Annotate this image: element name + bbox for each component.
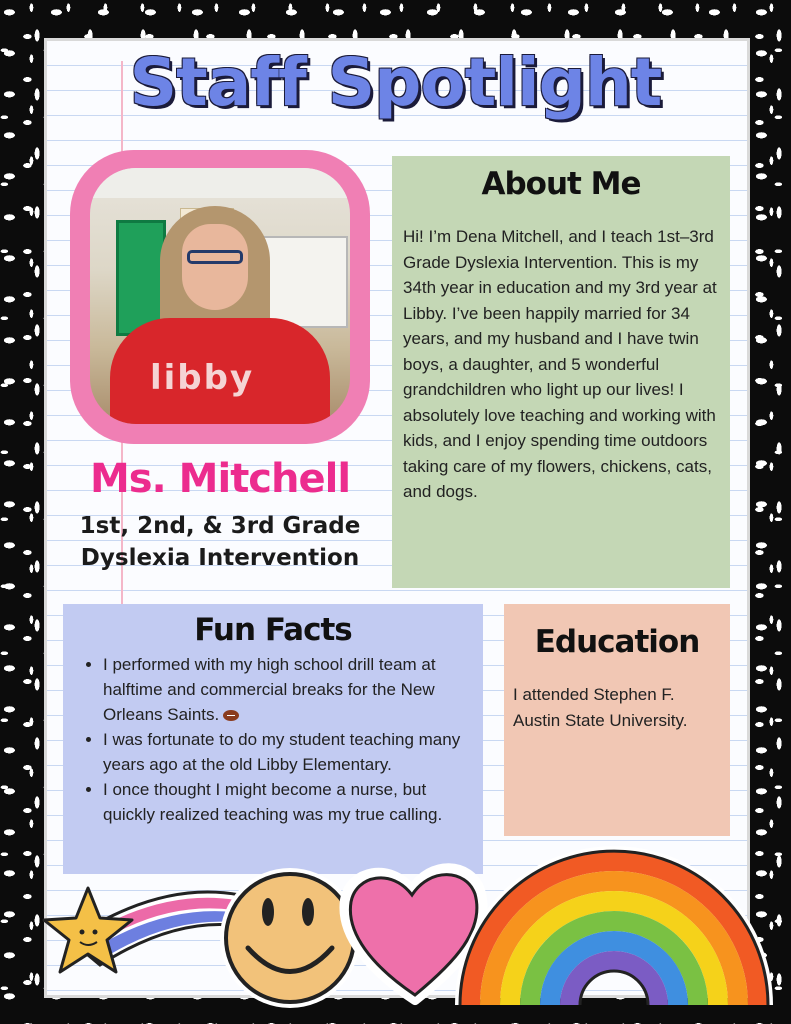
about-me-heading: About Me bbox=[481, 166, 641, 202]
page-title: Staff Spotlight bbox=[129, 44, 662, 121]
about-me-text: Hi! I’m Dena Mitchell, and I teach 1st–3rd Grade Dyslexia Intervention. This is my 34th year in education and my 3rd year at Libby. I’ve been happily married for 34 years, and my husband and I have twin boys, a daughter, and 5 wonderful grandchildren who light up our lives! I absolutely love teaching and working with kids, and I enjoy spending time outdoors taking care of my flowers, chickens, cats, and dogs. bbox=[403, 227, 717, 501]
fun-fact-text: I was fortunate to do my student teaching many years ago at the old Libby Elementary. bbox=[103, 730, 461, 774]
fun-facts-heading: Fun Facts bbox=[194, 612, 352, 648]
staff-role-line-1: 1st, 2nd, & 3rd Grade bbox=[79, 513, 361, 539]
education-heading: Education bbox=[534, 624, 700, 660]
fun-fact-text: I once thought I might become a nurse, but quickly realized teaching was my true calling. bbox=[103, 780, 443, 824]
fun-fact-text: I performed with my high school drill team at halftime and commercial breaks for the New Orleans Saints. bbox=[103, 655, 436, 724]
education-text: I attended Stephen F. Austin State University. bbox=[513, 685, 688, 730]
staff-role-line-2: Dyslexia Intervention bbox=[80, 545, 360, 571]
shirt-logo: libby bbox=[150, 358, 255, 398]
rainbow-icon bbox=[460, 851, 768, 1005]
staff-name: Ms. Mitchell bbox=[89, 456, 351, 502]
smiley-face-icon bbox=[220, 868, 360, 1008]
shooting-star-icon bbox=[44, 888, 240, 972]
